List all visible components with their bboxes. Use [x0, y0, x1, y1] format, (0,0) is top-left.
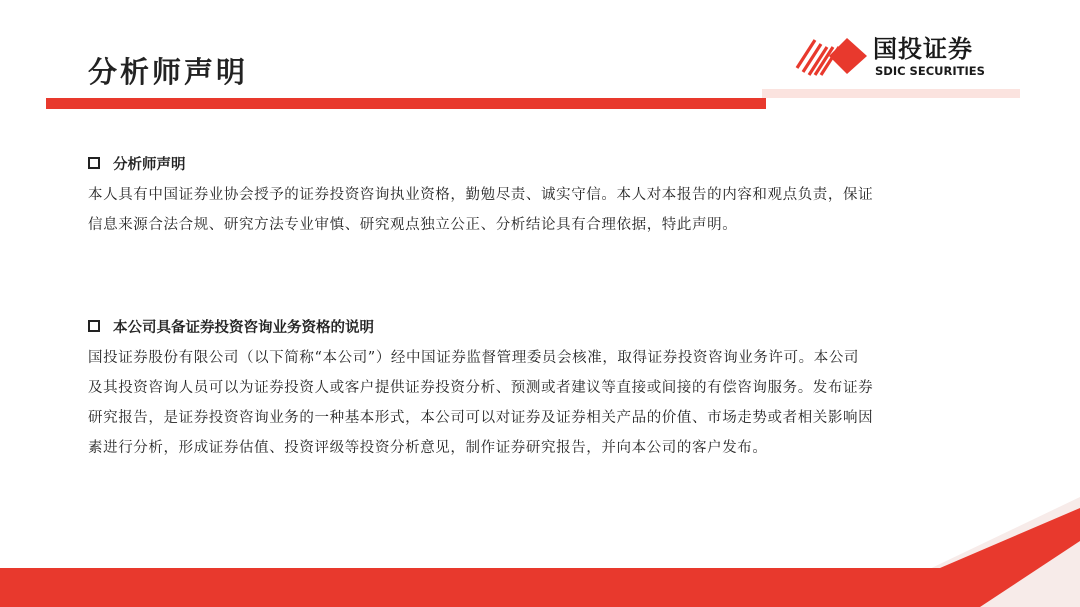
logo-text-cn: 国投证券 [873, 35, 973, 63]
body-line: 信息来源合法合规、研究方法专业审慎、研究观点独立公正、分析结论具有合理依据，特此声明。 [88, 217, 738, 233]
page-title: 分析师声明 [88, 55, 249, 89]
body-line: 本人具有中国证券业协会授予的证券投资咨询执业资格，勤勉尽责、诚实守信。本人对本报告的内容和观点负责，保证 [88, 187, 874, 203]
body-line: 研究报告，是证券投资咨询业务的一种基本形式，本公司可以对证券及证券相关产品的价值、市场走势或者相关影响因 [88, 410, 874, 426]
logo-mark-icon [795, 36, 871, 76]
body-line: 及其投资咨询人员可以为证券投资人或客户提供证券投资分析、预测或者建议等直接或间接的有偿咨询服务。发布证券 [88, 380, 874, 396]
section-heading-text: 本公司具备证券投资咨询业务资格的说明 [113, 319, 374, 336]
analyst-statement-section [88, 152, 1034, 240]
section-heading [88, 152, 1034, 174]
body-line: 素进行分析，形成证券估值、投资评级等投资分析意见，制作证券研究报告，并向本公司的客户发布。 [88, 440, 768, 456]
company-logo [795, 36, 1005, 80]
qualification-statement-section [88, 315, 1034, 463]
square-bullet-icon [88, 157, 100, 169]
logo-text-en: SDIC SECURITIES [875, 64, 985, 78]
body-line: 国投证券股份有限公司（以下简称“本公司”）经中国证券监督管理委员会核准，取得证券投资咨询业务许可。本公司 [88, 350, 860, 366]
section-body [88, 180, 1034, 240]
footer-decoration [0, 497, 1080, 607]
section-heading-text: 分析师声明 [113, 156, 186, 173]
title-underline-accent [762, 89, 1020, 98]
footer-red-band [0, 568, 940, 607]
title-underline-bar [46, 98, 766, 109]
section-body [88, 343, 1034, 463]
section-heading [88, 315, 1034, 337]
square-bullet-icon [88, 320, 100, 332]
